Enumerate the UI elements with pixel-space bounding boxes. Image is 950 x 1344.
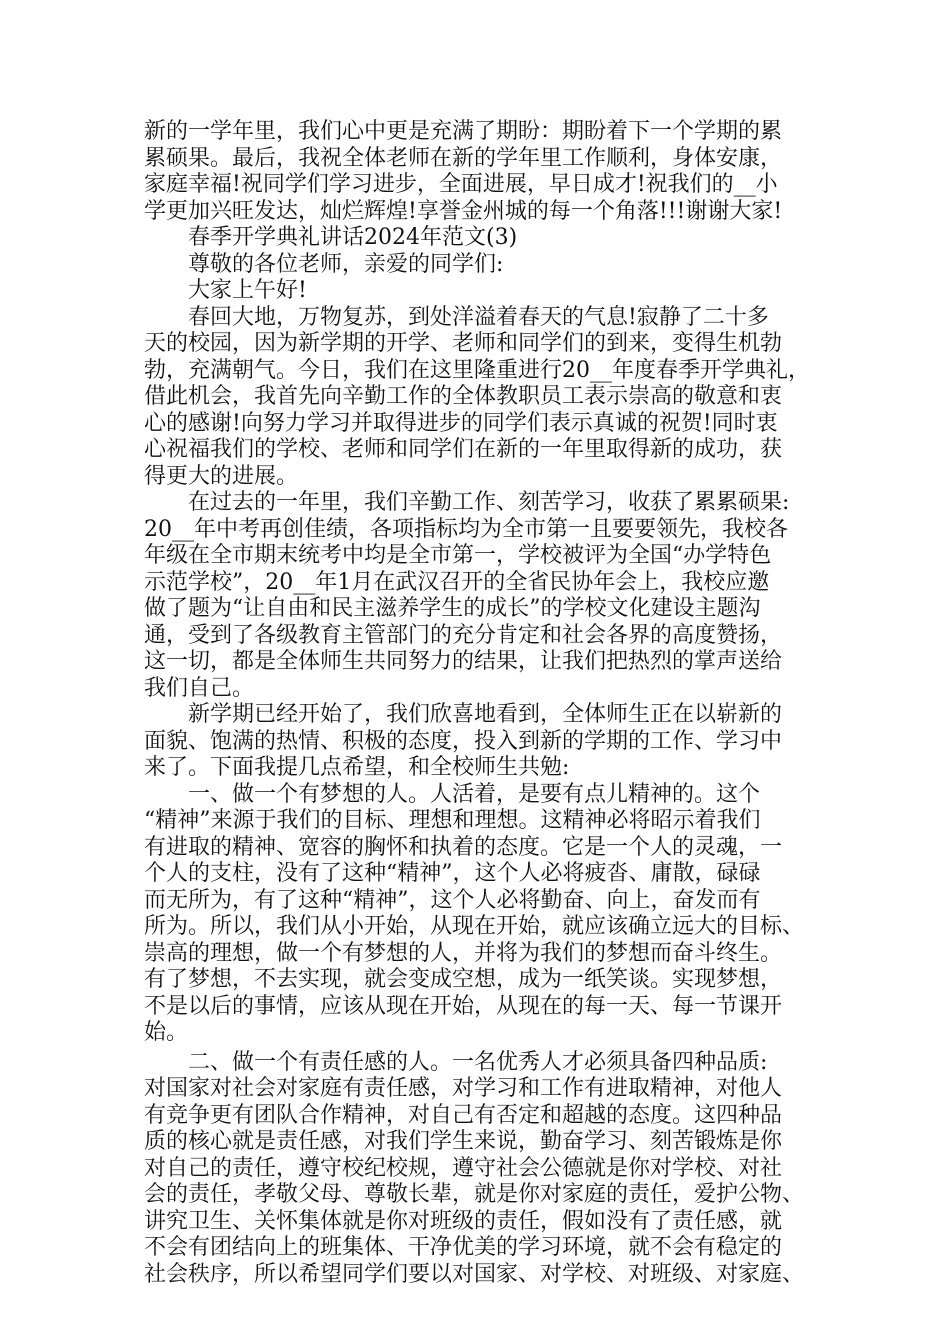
text-line: 所为。所以，我们从小开始，从现在开始，就应该确立远大的目标、	[144, 914, 805, 939]
text-line: 在过去的一年里，我们辛勤工作、刻苦学习，收获了累累硕果:	[144, 490, 790, 515]
document-body	[144, 119, 824, 1288]
greeting: 大家上午好!	[144, 278, 307, 303]
text-line: 崇高的理想，做一个有梦想的人，并将为我们的梦想而奋斗终生。	[144, 940, 783, 966]
text-line: 示范学校”，20__年1月在武汉召开的全省民协年会上，我校应邀	[144, 569, 770, 595]
text-line: 做了题为“让自由和民主滋养学生的成长”的学校文化建设主题沟	[144, 596, 761, 621]
text-line: 有进取的精神、宽容的胸怀和执着的态度。它是一个人的灵魂，一	[144, 834, 783, 860]
text-line: 借此机会，我首先向辛勤工作的全体教职员工表示崇高的敬意和衷	[144, 384, 783, 409]
text-line: 家庭幸福!祝同学们学习进步，全面进展，早日成才!祝我们的__小	[144, 172, 778, 197]
text-line: “精神”来源于我们的目标、理想和理想。这精神必将昭示着我们	[144, 808, 761, 833]
text-line: 20__年中考再创佳绩，各项指标均为全市第一且要要领先，我校各	[144, 516, 788, 542]
text-line: 不会有团结向上的班集体、干净优美的学习环境，就不会有稳定的	[144, 1235, 783, 1260]
text-line: 新学期已经开始了，我们欣喜地看到，全体师生正在以崭新的	[144, 702, 783, 727]
text-line: 质的核心就是责任感，对我们学生来说，勤奋学习、刻苦锻炼是你	[144, 1129, 783, 1154]
text-line: 对自己的责任，遵守校纪校规，遵守社会公德就是你对学校、对社	[144, 1155, 783, 1181]
text-line: 有竞争更有团队合作精神，对自己有否定和超越的态度。这四种品	[144, 1102, 783, 1128]
salutation: 尊敬的各位老师，亲爱的同学们:	[144, 251, 504, 277]
text-line: 一、做一个有梦想的人。人活着，是要有点儿精神的。这个	[144, 781, 761, 807]
text-line: 个人的支柱，没有了这种“精神”，这个人必将疲沓、庸散，碌碌	[144, 861, 761, 886]
text-line: 不是以后的事情，应该从现在开始，从现在的每一天、每一节课开	[144, 993, 783, 1019]
text-line: 这一切，都是全体师生共同努力的结果，让我们把热烈的掌声送给	[144, 649, 783, 674]
text-line: 春回大地，万物复苏，到处洋溢着春天的气息!寂静了二十多	[144, 304, 769, 330]
text-line: 始。	[144, 1020, 189, 1045]
text-line: 通，受到了各级教育主管部门的充分肯定和社会各界的高度赞扬，	[144, 622, 783, 648]
text-line: 讲究卫生、关怀集体就是你对班级的责任，假如没有了责任感，就	[144, 1208, 783, 1234]
text-line: 面貌、饱满的热情、积极的态度，投入到新的学期的工作、学习中	[144, 728, 783, 754]
text-line: 二、做一个有责任感的人。一名优秀人才必须具备四种品质:	[144, 1049, 768, 1075]
text-line: 对国家对社会对家庭有责任感，对学习和工作有进取精神，对他人	[144, 1076, 783, 1101]
text-line: 学更加兴旺发达，灿烂辉煌!享誉金州城的每一个角落!!!谢谢大家!	[144, 198, 783, 224]
text-line: 心祝福我们的学校、老师和同学们在新的一年里取得新的成功，获	[144, 437, 783, 462]
text-line: 新的一学年里，我们心中更是充满了期盼：期盼着下一个学期的累	[144, 119, 783, 144]
text-line: 心的感谢!向努力学习并取得进步的同学们表示真诚的祝贺!同时衷	[144, 410, 778, 436]
section-title: 春季开学典礼讲话2024年范文(3)	[144, 225, 518, 250]
text-line: 年级在全市期末统考中均是全市第一，学校被评为全国“办学特色	[144, 543, 772, 568]
text-line: 社会秩序，所以希望同学们要以对国家、对学校、对班级、对家庭、	[144, 1261, 805, 1287]
text-line: 勃，充满朝气。今日，我们在这里隆重进行20__年度春季开学典礼，	[144, 357, 810, 383]
text-line: 而无所为，有了这种“精神”，这个人必将勤奋、向上，奋发而有	[144, 887, 761, 913]
text-line: 我们自己。	[144, 675, 255, 701]
text-line: 会的责任，孝敬父母、尊敬长辈，就是你对家庭的责任，爱护公物、	[144, 1182, 805, 1207]
text-line: 有了梦想，不去实现，就会变成空想，成为一纸笑谈。实现梦想，	[144, 967, 783, 992]
text-line: 累硕果。最后，我祝全体老师在新的学年里工作顺利，身体安康，	[144, 145, 783, 171]
text-line: 得更大的进展。	[144, 463, 299, 489]
text-line: 来了。下面我提几点希望，和全校师生共勉:	[144, 755, 570, 780]
text-line: 天的校园，因为新学期的开学、老师和同学们的到来，变得生机勃	[144, 331, 783, 356]
